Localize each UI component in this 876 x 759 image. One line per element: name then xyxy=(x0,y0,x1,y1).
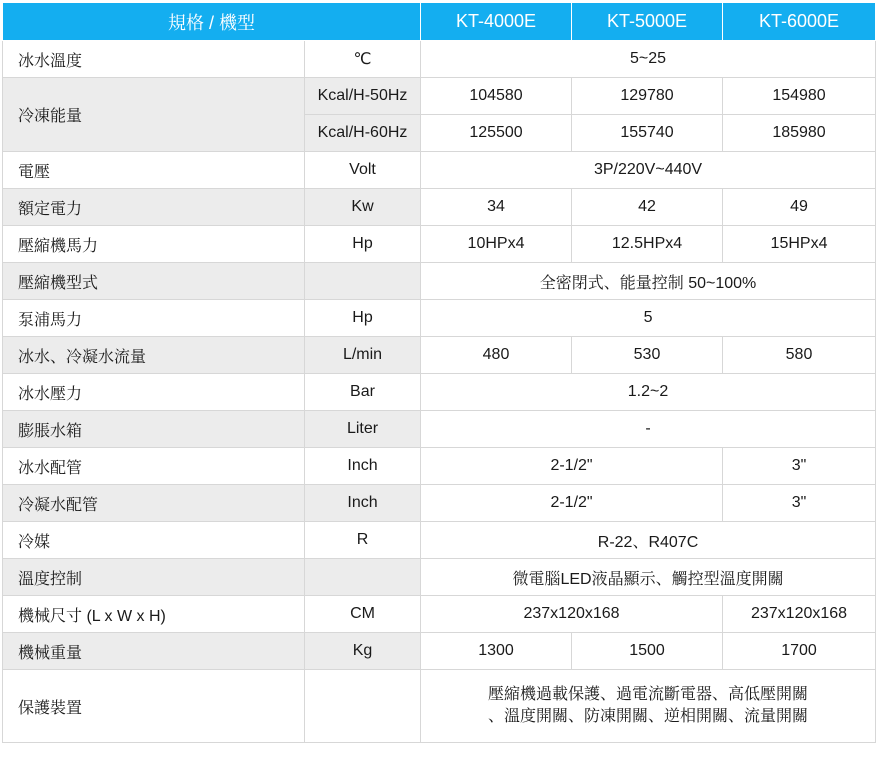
model-header-kt6000e: KT-6000E xyxy=(723,3,876,41)
row-value-kt6000e: 237x120x168 xyxy=(723,596,876,633)
row-label: 額定電力 xyxy=(3,189,305,226)
spec-model-header: 規格 / 機型 xyxy=(3,3,421,41)
row-unit: Kg xyxy=(305,633,421,670)
row-unit xyxy=(305,559,421,596)
row-voltage xyxy=(3,152,876,189)
row-value-kt6000e: 1700 xyxy=(723,633,876,670)
protection-line-2: 、溫度開關、防凍開關、逆相開關、流量開關 xyxy=(488,708,809,725)
row-unit xyxy=(305,263,421,300)
protection-line-1: 壓縮機過載保護、過電流斷電器、高低壓開關 xyxy=(488,686,809,703)
row-unit: ℃ xyxy=(305,41,421,78)
row-label: 冷媒 xyxy=(3,522,305,559)
row-value-kt5000e: 530 xyxy=(572,337,723,374)
row-unit: Kcal/H-60Hz xyxy=(305,115,421,152)
row-value-kt5000e: 155740 xyxy=(572,115,723,152)
header-row xyxy=(3,3,876,41)
row-value: - xyxy=(421,411,876,448)
row-value-kt4000e-kt5000e: 2-1/2" xyxy=(421,448,723,485)
row-value xyxy=(421,670,876,743)
row-unit: R xyxy=(305,522,421,559)
row-value: 5 xyxy=(421,300,876,337)
row-compressor-type xyxy=(3,263,876,300)
row-water-flow xyxy=(3,337,876,374)
row-label: 壓縮機型式 xyxy=(3,263,305,300)
row-value-kt6000e: 154980 xyxy=(723,78,876,115)
row-value-kt4000e-kt5000e: 237x120x168 xyxy=(421,596,723,633)
row-unit: Bar xyxy=(305,374,421,411)
row-value-kt4000e-kt5000e: 2-1/2" xyxy=(421,485,723,522)
row-value: 微電腦LED液晶顯示、觸控型溫度開關 xyxy=(421,559,876,596)
row-label: 冰水、冷凝水流量 xyxy=(3,337,305,374)
row-chilled-water-temp xyxy=(3,41,876,78)
row-label: 機械重量 xyxy=(3,633,305,670)
row-label: 壓縮機馬力 xyxy=(3,226,305,263)
row-rated-power xyxy=(3,189,876,226)
row-unit xyxy=(305,670,421,743)
row-label: 泵浦馬力 xyxy=(3,300,305,337)
row-value: R-22、R407C xyxy=(421,522,876,559)
row-value-kt5000e: 1500 xyxy=(572,633,723,670)
row-refrigerant xyxy=(3,522,876,559)
row-label: 溫度控制 xyxy=(3,559,305,596)
row-value-kt6000e: 49 xyxy=(723,189,876,226)
row-value-kt4000e: 480 xyxy=(421,337,572,374)
row-value: 1.2~2 xyxy=(421,374,876,411)
spec-table xyxy=(2,2,876,743)
row-label: 冰水配管 xyxy=(3,448,305,485)
row-expansion-tank xyxy=(3,411,876,448)
row-unit: L/min xyxy=(305,337,421,374)
row-protection-devices xyxy=(3,670,876,743)
row-value-kt5000e: 42 xyxy=(572,189,723,226)
row-chilled-water-pipe xyxy=(3,448,876,485)
row-value: 3P/220V~440V xyxy=(421,152,876,189)
row-value-kt4000e: 34 xyxy=(421,189,572,226)
row-label: 冷凍能量 xyxy=(3,78,305,152)
row-dimensions xyxy=(3,596,876,633)
row-value-kt6000e: 15HPx4 xyxy=(723,226,876,263)
row-label: 冰水溫度 xyxy=(3,41,305,78)
row-label: 電壓 xyxy=(3,152,305,189)
row-unit: Volt xyxy=(305,152,421,189)
row-label: 冰水壓力 xyxy=(3,374,305,411)
row-value-kt5000e: 12.5HPx4 xyxy=(572,226,723,263)
row-temperature-control xyxy=(3,559,876,596)
row-value: 5~25 xyxy=(421,41,876,78)
row-unit: Kw xyxy=(305,189,421,226)
row-value-kt6000e: 580 xyxy=(723,337,876,374)
row-pump-hp xyxy=(3,300,876,337)
row-unit: CM xyxy=(305,596,421,633)
row-label: 保護裝置 xyxy=(3,670,305,743)
row-value-kt4000e: 10HPx4 xyxy=(421,226,572,263)
row-value-kt4000e: 104580 xyxy=(421,78,572,115)
row-value: 全密閉式、能量控制 50~100% xyxy=(421,263,876,300)
row-condenser-water-pipe xyxy=(3,485,876,522)
row-unit: Hp xyxy=(305,300,421,337)
model-header-kt4000e: KT-4000E xyxy=(421,3,572,41)
row-value-kt5000e: 129780 xyxy=(572,78,723,115)
row-value-kt4000e: 1300 xyxy=(421,633,572,670)
row-unit: Kcal/H-50Hz xyxy=(305,78,421,115)
row-value-kt6000e: 185980 xyxy=(723,115,876,152)
row-compressor-hp xyxy=(3,226,876,263)
row-unit: Inch xyxy=(305,485,421,522)
row-unit: Liter xyxy=(305,411,421,448)
row-unit: Hp xyxy=(305,226,421,263)
row-label: 機械尺寸 (L x W x H) xyxy=(3,596,305,633)
row-value-kt6000e: 3" xyxy=(723,448,876,485)
row-weight xyxy=(3,633,876,670)
row-value-kt4000e: 125500 xyxy=(421,115,572,152)
model-header-kt5000e: KT-5000E xyxy=(572,3,723,41)
row-unit: Inch xyxy=(305,448,421,485)
row-value-kt6000e: 3" xyxy=(723,485,876,522)
row-water-pressure xyxy=(3,374,876,411)
row-cooling-capacity-50hz xyxy=(3,78,876,115)
row-label: 冷凝水配管 xyxy=(3,485,305,522)
row-label: 膨脹水箱 xyxy=(3,411,305,448)
